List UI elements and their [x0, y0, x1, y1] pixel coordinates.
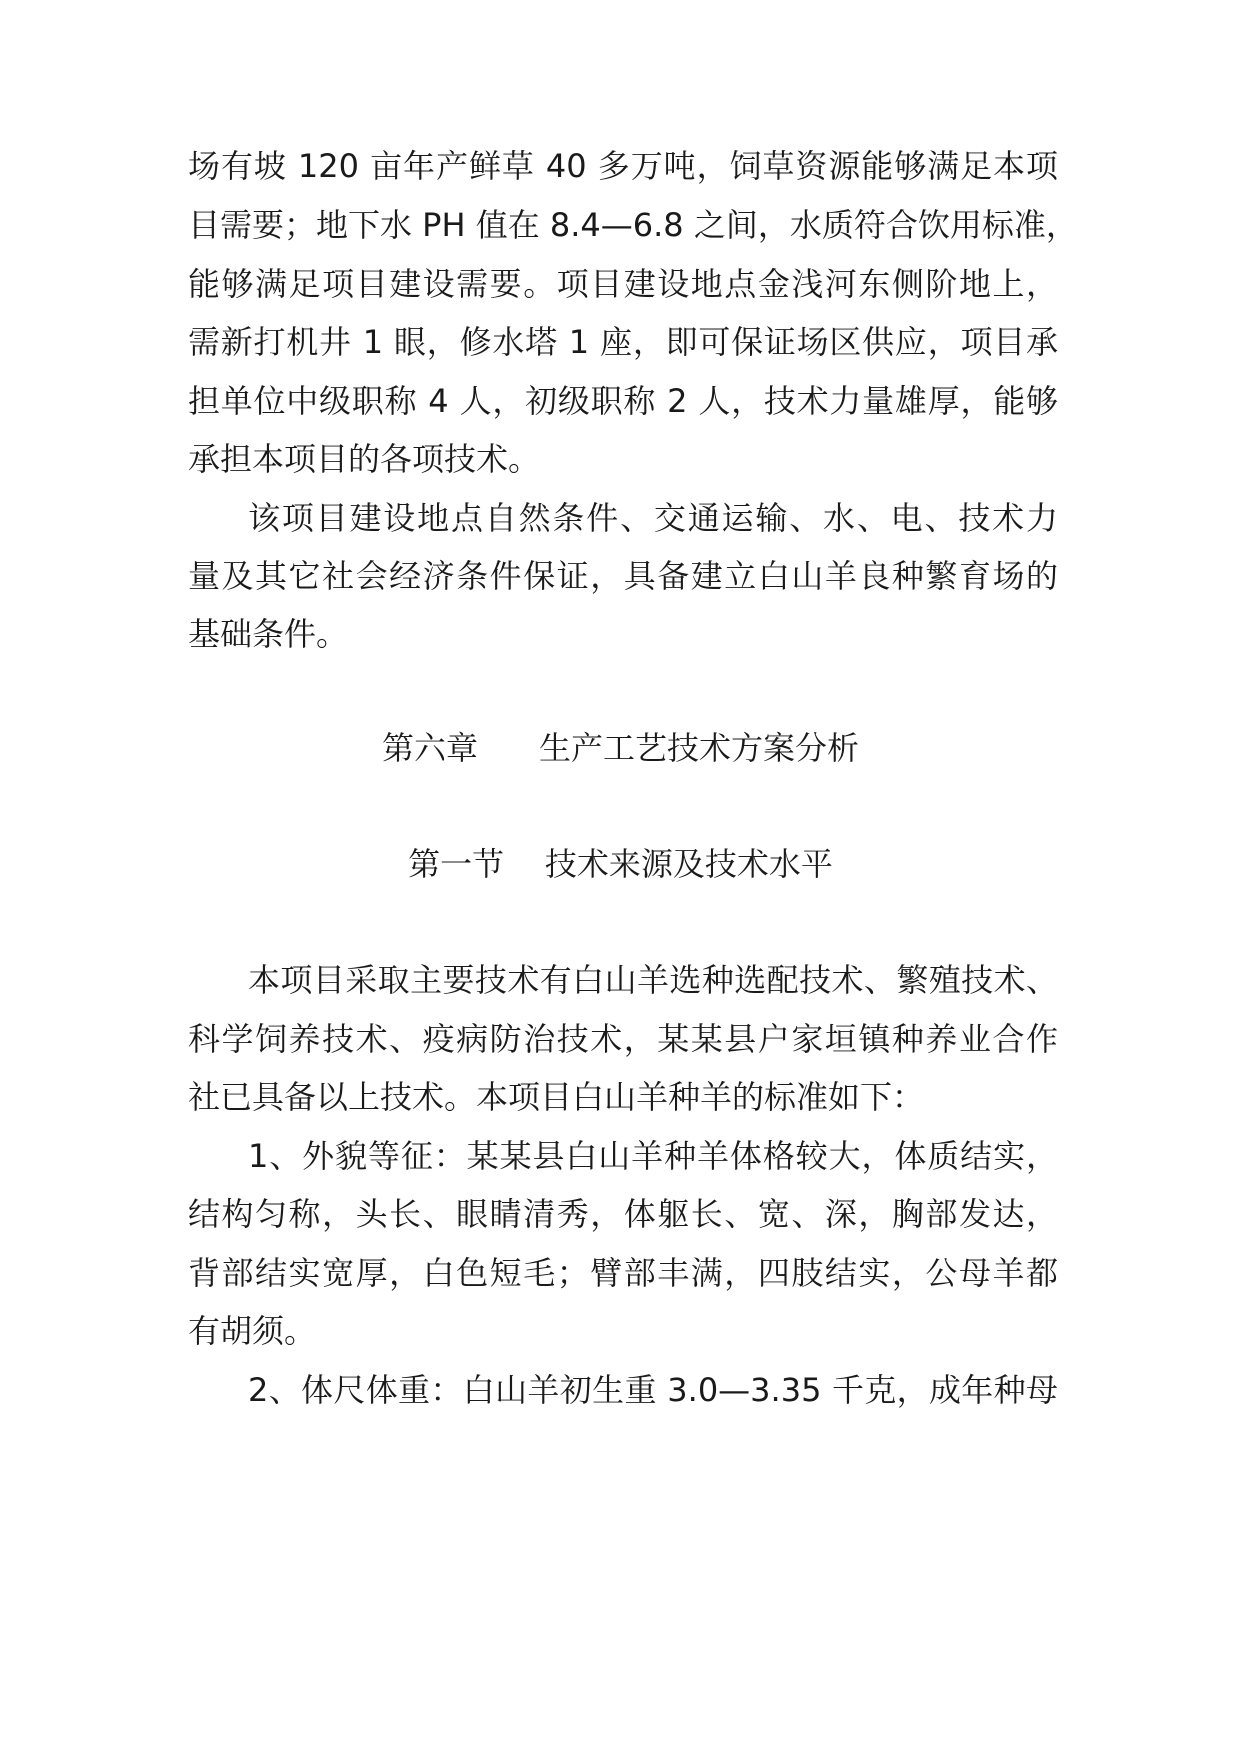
paragraph-line: 承担本项目的各项技术。 [188, 440, 541, 478]
paragraph-line: 量及其它社会经济条件保证，具备建立白山羊良种繁育场的 [188, 557, 1058, 595]
paragraph-line: 需新打机井 1 眼，修水塔 1 座，即可保证场区供应，项目承 [188, 323, 1058, 361]
paragraph-line: 1、外貌等征：某某县白山羊种羊体格较大，体质结实， [248, 1137, 1058, 1175]
paragraph-line: 科学饲养技术、疫病防治技术，某某县户家垣镇种养业合作 [188, 1020, 1058, 1058]
paragraph-line: 目需要；地下水 PH 值在 8.4—6.8 之间，水质符合饮用标准， [188, 206, 1078, 244]
paragraph-line: 2、体尺体重：白山羊初生重 3.0—3.35 千克，成年种母 [248, 1371, 1058, 1409]
section-heading: 第一节 技术来源及技术水平 [408, 845, 833, 883]
paragraph-line: 基础条件。 [188, 615, 349, 653]
paragraph-line: 结构匀称，头长、眼睛清秀，体躯长、宽、深，胸部发达， [188, 1195, 1058, 1233]
paragraph-line: 有胡须。 [188, 1312, 317, 1350]
paragraph-line: 该项目建设地点自然条件、交通运输、水、电、技术力 [248, 499, 1058, 537]
chapter-heading: 第六章 生产工艺技术方案分析 [381, 729, 860, 767]
paragraph-line: 担单位中级职称 4 人，初级职称 2 人，技术力量雄厚，能够 [188, 382, 1058, 420]
paragraph-line: 社已具备以上技术。本项目白山羊种羊的标准如下： [188, 1078, 925, 1116]
paragraph-line: 能够满足项目建设需要。项目建设地点金浅河东侧阶地上， [188, 265, 1058, 303]
paragraph-line: 背部结实宽厚，白色短毛；臂部丰满，四肢结实，公母羊都 [188, 1254, 1058, 1292]
paragraph-line: 本项目采取主要技术有白山羊选种选配技术、繁殖技术、 [248, 961, 1058, 999]
paragraph-line: 场有坡 120 亩年产鲜草 40 多万吨，饲草资源能够满足本项 [188, 147, 1058, 185]
